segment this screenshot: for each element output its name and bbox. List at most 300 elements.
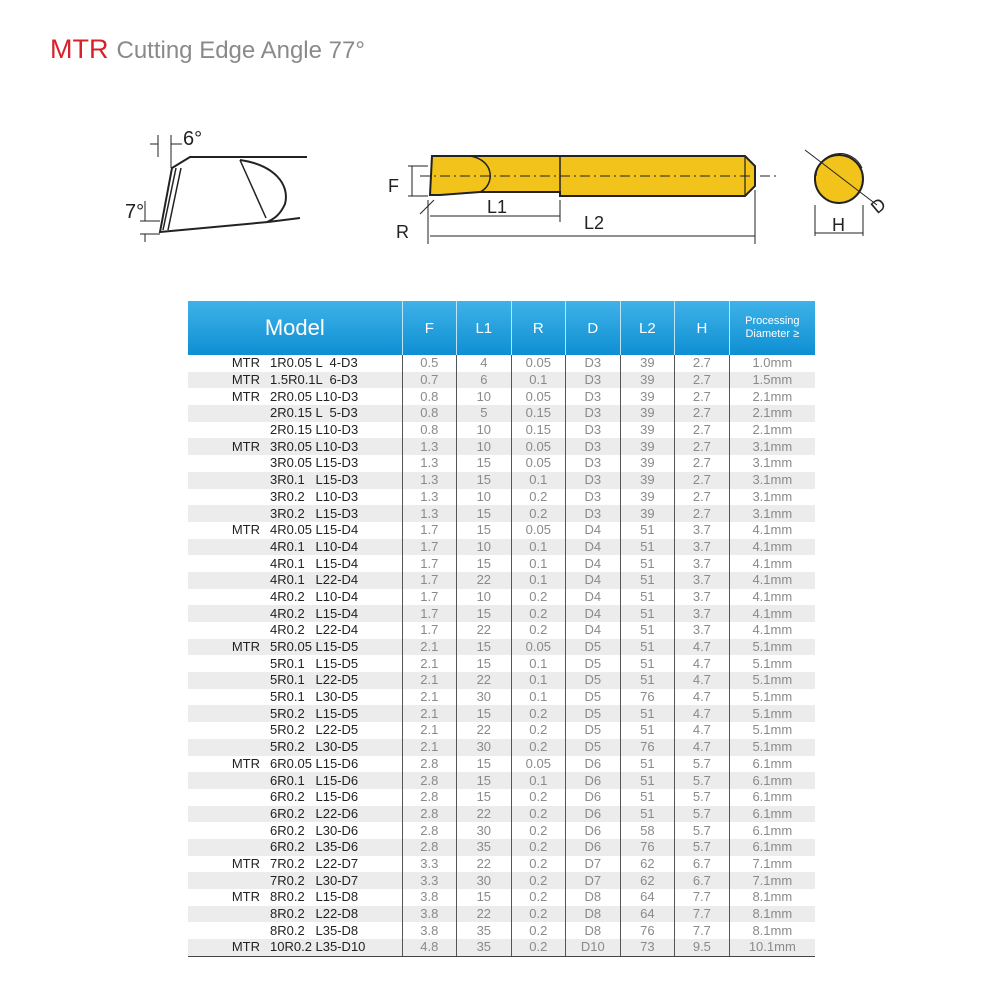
- table-row: [188, 856, 815, 873]
- model-name: 3R0.05 L15-D3: [270, 455, 359, 471]
- table-row: [188, 705, 815, 722]
- cell-l1: 15: [457, 705, 512, 722]
- cell-r: 0.2: [511, 589, 566, 606]
- header-D: D: [566, 301, 621, 355]
- cell-d: D4: [566, 539, 621, 556]
- cell-l2: 76: [620, 689, 675, 706]
- cell-l2: 51: [620, 539, 675, 556]
- cell-l2: 51: [620, 772, 675, 789]
- cell-h: 5.7: [675, 806, 730, 823]
- cell-p: 2.1mm: [729, 405, 815, 422]
- cell-d: D5: [566, 655, 621, 672]
- model-name: 5R0.1 L30-D5: [270, 689, 359, 705]
- cell-h: 2.7: [675, 388, 730, 405]
- table-row: [188, 806, 815, 823]
- cell-l1: 15: [457, 472, 512, 489]
- cell-f: 1.3: [402, 472, 457, 489]
- table-row: [188, 489, 815, 506]
- model-name: 2R0.15 L 5-D3: [270, 405, 358, 421]
- model-name: 2R0.15 L10-D3: [270, 422, 359, 438]
- angle-side-label: 7°: [125, 201, 145, 223]
- cell-p: 5.1mm: [729, 672, 815, 689]
- series-label: MTR: [231, 755, 260, 771]
- cell-l2: 51: [620, 522, 675, 539]
- cell-h: 3.7: [675, 522, 730, 539]
- cell-d: D3: [566, 489, 621, 506]
- model-cell: [188, 856, 402, 873]
- model-cell: [188, 539, 402, 556]
- cell-d: D4: [566, 572, 621, 589]
- cell-f: 4.8: [402, 939, 457, 956]
- cell-h: 4.7: [675, 639, 730, 656]
- cell-h: 2.7: [675, 405, 730, 422]
- cell-l2: 64: [620, 889, 675, 906]
- cell-l2: 76: [620, 739, 675, 756]
- cell-l1: 22: [457, 722, 512, 739]
- cell-r: 0.05: [511, 455, 566, 472]
- cell-f: 2.1: [402, 689, 457, 706]
- model-cell: [188, 705, 402, 722]
- series-label: MTR: [231, 889, 260, 905]
- header-L1: L1: [457, 301, 512, 355]
- cell-l2: 39: [620, 405, 675, 422]
- table-row: [188, 839, 815, 856]
- table-row: [188, 822, 815, 839]
- table-row: [188, 422, 815, 439]
- table-row: [188, 689, 815, 706]
- cell-p: 4.1mm: [729, 539, 815, 556]
- cell-l1: 10: [457, 539, 512, 556]
- model-name: 4R0.2 L10-D4: [270, 588, 359, 604]
- cell-h: 7.7: [675, 889, 730, 906]
- table-row: [188, 622, 815, 639]
- cell-l2: 51: [620, 605, 675, 622]
- cell-l2: 51: [620, 806, 675, 823]
- table-header-row: [188, 301, 815, 355]
- cell-d: D3: [566, 355, 621, 372]
- cell-r: 0.2: [511, 739, 566, 756]
- model-cell: [188, 372, 402, 389]
- cell-l2: 51: [620, 722, 675, 739]
- cell-h: 5.7: [675, 789, 730, 806]
- cell-f: 0.5: [402, 355, 457, 372]
- model-name: 5R0.05 L15-D5: [270, 639, 359, 655]
- cell-d: D7: [566, 856, 621, 873]
- cell-h: 5.7: [675, 756, 730, 773]
- cell-l1: 10: [457, 489, 512, 506]
- cell-r: 0.2: [511, 605, 566, 622]
- cell-h: 4.7: [675, 655, 730, 672]
- cell-l2: 39: [620, 372, 675, 389]
- label-L1: L1: [487, 197, 508, 217]
- cell-r: 0.2: [511, 505, 566, 522]
- cell-h: 4.7: [675, 739, 730, 756]
- cell-d: D3: [566, 422, 621, 439]
- label-R: R: [396, 222, 409, 242]
- model-cell: [188, 489, 402, 506]
- series-label: MTR: [231, 438, 260, 454]
- cell-d: D5: [566, 739, 621, 756]
- table-row: [188, 672, 815, 689]
- cell-h: 3.7: [675, 605, 730, 622]
- cell-l2: 51: [620, 555, 675, 572]
- model-name: 6R0.2 L30-D6: [270, 822, 359, 838]
- cell-f: 0.8: [402, 422, 457, 439]
- model-name: 4R0.1 L10-D4: [270, 538, 359, 554]
- cell-h: 3.7: [675, 539, 730, 556]
- model-cell: [188, 655, 402, 672]
- label-D: D: [866, 193, 890, 218]
- cell-p: 4.1mm: [729, 589, 815, 606]
- cell-p: 8.1mm: [729, 889, 815, 906]
- cell-r: 0.05: [511, 756, 566, 773]
- cell-h: 2.7: [675, 489, 730, 506]
- cell-p: 10.1mm: [729, 939, 815, 956]
- label-H: H: [832, 215, 845, 235]
- cell-f: 2.8: [402, 839, 457, 856]
- cell-h: 2.7: [675, 455, 730, 472]
- cell-l1: 35: [457, 922, 512, 939]
- cell-h: 2.7: [675, 372, 730, 389]
- model-name: 8R0.2 L15-D8: [270, 889, 359, 905]
- table-row: [188, 756, 815, 773]
- cell-f: 1.7: [402, 539, 457, 556]
- cell-f: 2.8: [402, 789, 457, 806]
- table-row: [188, 539, 815, 556]
- cell-h: 2.7: [675, 438, 730, 455]
- header-F: F: [402, 301, 457, 355]
- header-L2: L2: [620, 301, 675, 355]
- model-cell: [188, 906, 402, 923]
- cell-l1: 15: [457, 605, 512, 622]
- cell-l1: 15: [457, 655, 512, 672]
- cell-l1: 15: [457, 889, 512, 906]
- model-name: 7R0.2 L30-D7: [270, 872, 359, 888]
- cell-l2: 51: [620, 756, 675, 773]
- model-name: 1.5R0.1L 6-D3: [270, 372, 358, 388]
- table-row: [188, 405, 815, 422]
- cell-r: 0.2: [511, 922, 566, 939]
- cell-p: 5.1mm: [729, 655, 815, 672]
- table-row: [188, 739, 815, 756]
- cell-d: D8: [566, 889, 621, 906]
- cell-f: 2.8: [402, 806, 457, 823]
- cell-d: D3: [566, 455, 621, 472]
- cell-p: 6.1mm: [729, 756, 815, 773]
- cell-l1: 15: [457, 522, 512, 539]
- cell-f: 1.7: [402, 622, 457, 639]
- model-name: 4R0.2 L15-D4: [270, 605, 359, 621]
- cell-h: 6.7: [675, 872, 730, 889]
- cell-p: 3.1mm: [729, 455, 815, 472]
- cell-d: D4: [566, 622, 621, 639]
- cell-r: 0.2: [511, 856, 566, 873]
- cell-p: 1.0mm: [729, 355, 815, 372]
- model-name: 2R0.05 L10-D3: [270, 388, 359, 404]
- cell-l1: 35: [457, 839, 512, 856]
- cell-f: 1.7: [402, 589, 457, 606]
- model-cell: [188, 822, 402, 839]
- cell-l1: 22: [457, 806, 512, 823]
- model-name: 4R0.1 L22-D4: [270, 572, 359, 588]
- cell-l1: 30: [457, 739, 512, 756]
- cell-r: 0.2: [511, 806, 566, 823]
- cell-d: D8: [566, 906, 621, 923]
- cell-f: 1.7: [402, 572, 457, 589]
- cell-l1: 15: [457, 505, 512, 522]
- cell-d: D7: [566, 872, 621, 889]
- cell-p: 1.5mm: [729, 372, 815, 389]
- cell-r: 0.1: [511, 672, 566, 689]
- cell-d: D8: [566, 922, 621, 939]
- model-cell: [188, 772, 402, 789]
- cell-r: 0.2: [511, 789, 566, 806]
- cell-l2: 51: [620, 589, 675, 606]
- cell-h: 3.7: [675, 555, 730, 572]
- spec-table: [188, 301, 815, 957]
- cell-p: 4.1mm: [729, 555, 815, 572]
- cell-p: 4.1mm: [729, 522, 815, 539]
- cell-r: 0.15: [511, 405, 566, 422]
- cell-l2: 51: [620, 572, 675, 589]
- cell-p: 6.1mm: [729, 789, 815, 806]
- cell-r: 0.05: [511, 388, 566, 405]
- cell-f: 1.3: [402, 505, 457, 522]
- table-row: [188, 922, 815, 939]
- cell-d: D4: [566, 589, 621, 606]
- model-name: 6R0.2 L15-D6: [270, 789, 359, 805]
- model-cell: [188, 789, 402, 806]
- cell-h: 4.7: [675, 672, 730, 689]
- model-name: 8R0.2 L22-D8: [270, 906, 359, 922]
- cell-h: 4.7: [675, 722, 730, 739]
- cell-p: 2.1mm: [729, 388, 815, 405]
- cell-p: 2.1mm: [729, 422, 815, 439]
- model-name: 6R0.1 L15-D6: [270, 772, 359, 788]
- cell-h: 4.7: [675, 689, 730, 706]
- tool-diagrams: [0, 0, 1004, 290]
- cell-f: 2.1: [402, 672, 457, 689]
- model-name: 3R0.2 L15-D3: [270, 505, 359, 521]
- cell-r: 0.1: [511, 372, 566, 389]
- cell-d: D5: [566, 639, 621, 656]
- cell-h: 3.7: [675, 572, 730, 589]
- model-cell: [188, 639, 402, 656]
- cell-l2: 51: [620, 672, 675, 689]
- cell-f: 2.8: [402, 772, 457, 789]
- model-cell: [188, 472, 402, 489]
- cell-f: 0.8: [402, 405, 457, 422]
- cell-l2: 64: [620, 906, 675, 923]
- cell-d: D5: [566, 705, 621, 722]
- cell-p: 5.1mm: [729, 705, 815, 722]
- cell-l1: 4: [457, 355, 512, 372]
- model-name: 4R0.05 L15-D4: [270, 522, 359, 538]
- cell-h: 4.7: [675, 705, 730, 722]
- cell-l1: 15: [457, 639, 512, 656]
- cell-p: 3.1mm: [729, 472, 815, 489]
- cell-h: 2.7: [675, 422, 730, 439]
- cell-r: 0.2: [511, 872, 566, 889]
- table-row: [188, 372, 815, 389]
- cell-r: 0.2: [511, 705, 566, 722]
- cell-l2: 76: [620, 839, 675, 856]
- model-name: 3R0.05 L10-D3: [270, 438, 359, 454]
- cell-l2: 39: [620, 455, 675, 472]
- table-row: [188, 906, 815, 923]
- series-label: MTR: [231, 388, 260, 404]
- title-subtitle: Cutting Edge Angle 77°: [116, 37, 365, 64]
- header-model: Model: [188, 301, 402, 355]
- table-row: [188, 438, 815, 455]
- cell-d: D5: [566, 689, 621, 706]
- cell-d: D10: [566, 939, 621, 956]
- cell-d: D3: [566, 472, 621, 489]
- label-L2: L2: [584, 213, 605, 233]
- cell-f: 0.8: [402, 388, 457, 405]
- cell-l2: 51: [620, 622, 675, 639]
- cell-l2: 76: [620, 922, 675, 939]
- cell-l2: 39: [620, 422, 675, 439]
- model-cell: [188, 505, 402, 522]
- table-row: [188, 505, 815, 522]
- cell-r: 0.2: [511, 622, 566, 639]
- model-cell: [188, 722, 402, 739]
- model-name: 3R0.1 L15-D3: [270, 472, 359, 488]
- model-name: 1R0.05 L 4-D3: [270, 355, 358, 371]
- cell-d: D4: [566, 555, 621, 572]
- table-row: [188, 355, 815, 372]
- cell-l1: 22: [457, 622, 512, 639]
- cell-h: 2.7: [675, 505, 730, 522]
- table-row: [188, 939, 815, 956]
- cell-f: 3.8: [402, 889, 457, 906]
- table-row: [188, 472, 815, 489]
- cell-l2: 39: [620, 388, 675, 405]
- edge-angle-detail: [140, 135, 307, 242]
- cell-r: 0.2: [511, 722, 566, 739]
- cell-p: 8.1mm: [729, 922, 815, 939]
- title-code: MTR: [50, 34, 109, 64]
- cell-p: 5.1mm: [729, 639, 815, 656]
- table-row: [188, 455, 815, 472]
- table-row: [188, 589, 815, 606]
- cell-f: 1.3: [402, 455, 457, 472]
- cell-h: 5.7: [675, 822, 730, 839]
- cell-r: 0.2: [511, 906, 566, 923]
- cell-r: 0.05: [511, 438, 566, 455]
- cell-p: 4.1mm: [729, 572, 815, 589]
- cell-r: 0.15: [511, 422, 566, 439]
- model-name: 5R0.1 L15-D5: [270, 655, 359, 671]
- cell-f: 3.3: [402, 856, 457, 873]
- cell-r: 0.05: [511, 355, 566, 372]
- cell-h: 5.7: [675, 839, 730, 856]
- cell-d: D4: [566, 605, 621, 622]
- cell-f: 1.7: [402, 522, 457, 539]
- model-name: 6R0.05 L15-D6: [270, 755, 359, 771]
- cell-l2: 39: [620, 505, 675, 522]
- cell-h: 2.7: [675, 355, 730, 372]
- model-cell: [188, 422, 402, 439]
- cell-l1: 30: [457, 872, 512, 889]
- model-cell: [188, 872, 402, 889]
- cell-l1: 15: [457, 772, 512, 789]
- cell-p: 4.1mm: [729, 605, 815, 622]
- cell-l1: 30: [457, 689, 512, 706]
- cell-d: D3: [566, 438, 621, 455]
- model-cell: [188, 589, 402, 606]
- cell-r: 0.1: [511, 539, 566, 556]
- model-cell: [188, 889, 402, 906]
- model-cell: [188, 522, 402, 539]
- cell-f: 1.3: [402, 438, 457, 455]
- cell-l1: 15: [457, 789, 512, 806]
- cell-f: 2.1: [402, 639, 457, 656]
- table-row: [188, 388, 815, 405]
- cell-l1: 22: [457, 672, 512, 689]
- cell-l1: 15: [457, 555, 512, 572]
- series-label: MTR: [231, 372, 260, 388]
- model-cell: [188, 605, 402, 622]
- header-H: H: [675, 301, 730, 355]
- model-name: 5R0.1 L22-D5: [270, 672, 359, 688]
- cell-p: 7.1mm: [729, 872, 815, 889]
- table-row: [188, 789, 815, 806]
- model-name: 8R0.2 L35-D8: [270, 922, 359, 938]
- cell-l1: 10: [457, 422, 512, 439]
- model-name: 6R0.2 L22-D6: [270, 805, 359, 821]
- cell-f: 2.8: [402, 756, 457, 773]
- cell-d: D6: [566, 822, 621, 839]
- cell-l1: 6: [457, 372, 512, 389]
- cell-r: 0.1: [511, 772, 566, 789]
- cell-l2: 73: [620, 939, 675, 956]
- cell-d: D6: [566, 772, 621, 789]
- cell-r: 0.1: [511, 555, 566, 572]
- cell-d: D6: [566, 756, 621, 773]
- model-cell: [188, 455, 402, 472]
- table-row: [188, 872, 815, 889]
- cell-l2: 51: [620, 655, 675, 672]
- model-name: 10R0.2 L35-D10: [270, 939, 366, 955]
- cell-f: 1.7: [402, 605, 457, 622]
- cell-r: 0.05: [511, 639, 566, 656]
- table-row: [188, 605, 815, 622]
- series-label: MTR: [231, 639, 260, 655]
- cell-h: 6.7: [675, 856, 730, 873]
- cell-h: 7.7: [675, 906, 730, 923]
- cell-f: 2.1: [402, 739, 457, 756]
- model-cell: [188, 939, 402, 956]
- cell-p: 6.1mm: [729, 772, 815, 789]
- model-cell: [188, 405, 402, 422]
- model-cell: [188, 689, 402, 706]
- cell-l1: 15: [457, 455, 512, 472]
- cell-r: 0.1: [511, 689, 566, 706]
- cell-d: D5: [566, 722, 621, 739]
- angle-top-label: 6°: [183, 128, 203, 150]
- cell-f: 2.1: [402, 655, 457, 672]
- cell-p: 5.1mm: [729, 722, 815, 739]
- cell-p: 5.1mm: [729, 689, 815, 706]
- cell-d: D3: [566, 505, 621, 522]
- series-label: MTR: [231, 355, 260, 371]
- table-row: [188, 772, 815, 789]
- model-cell: [188, 388, 402, 405]
- series-label: MTR: [231, 522, 260, 538]
- model-cell: [188, 922, 402, 939]
